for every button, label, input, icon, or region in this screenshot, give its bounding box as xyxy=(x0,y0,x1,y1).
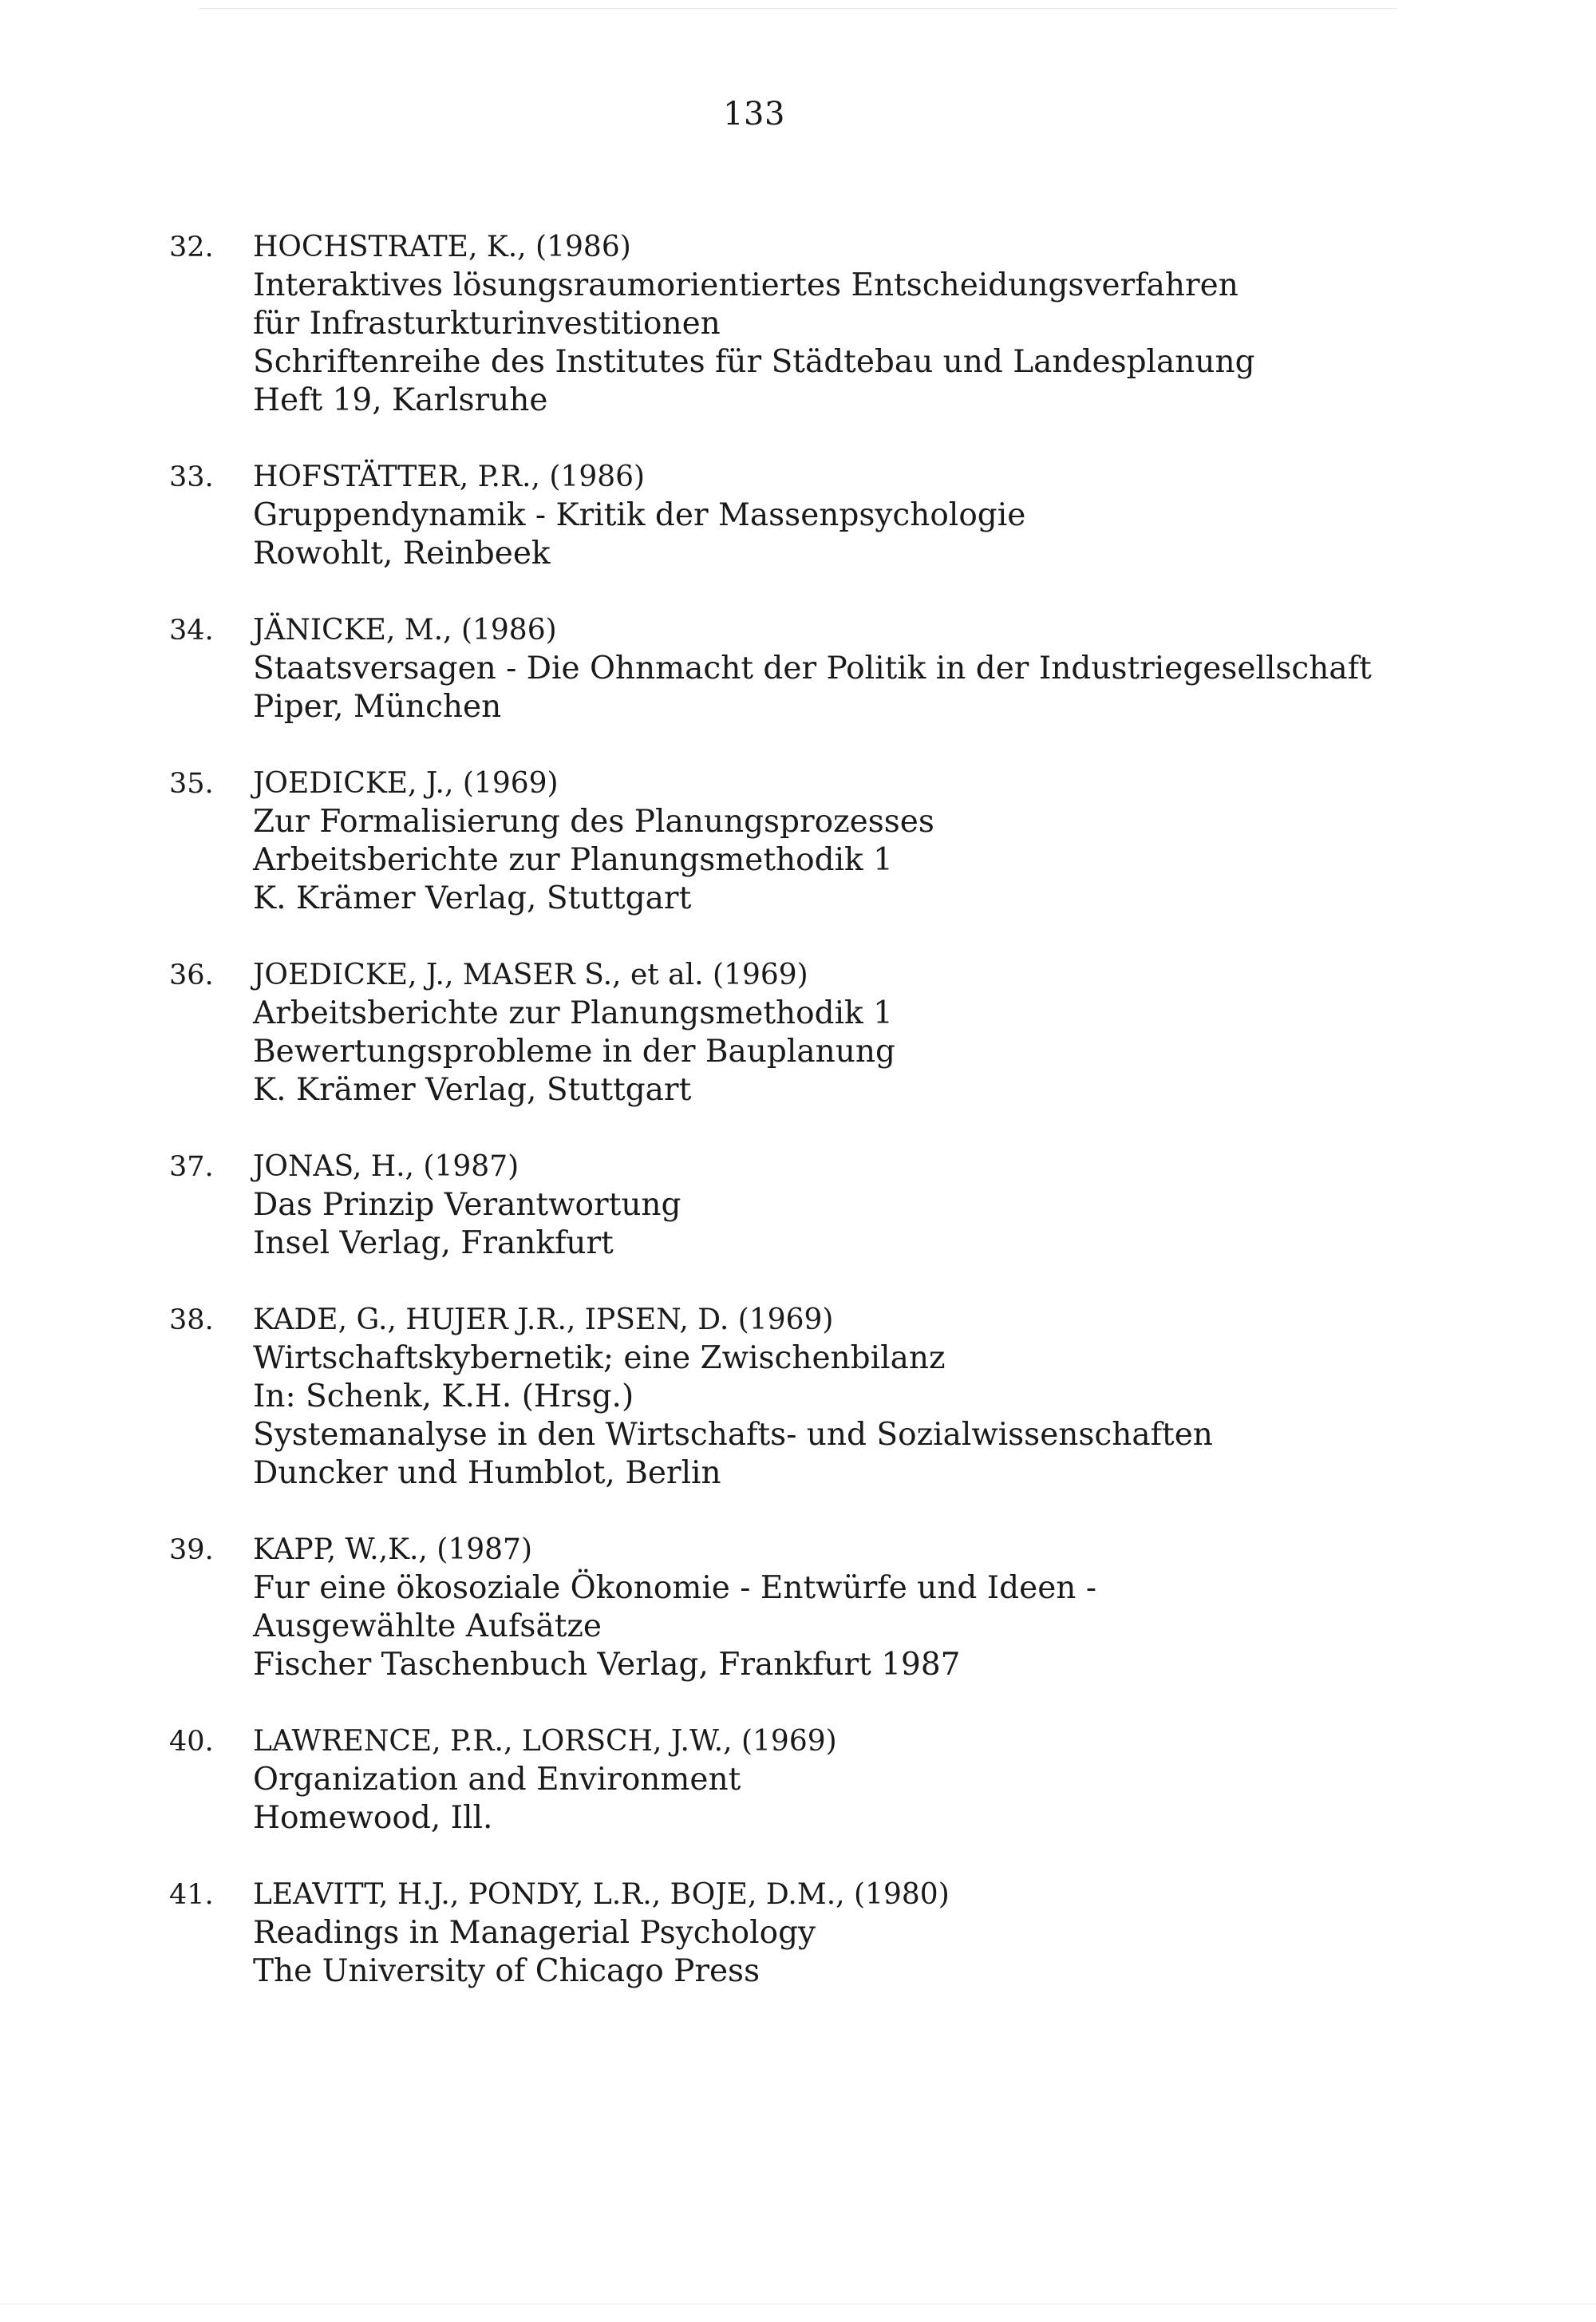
reference-line: Bewertungsprobleme in der Bauplanung xyxy=(253,1034,895,1070)
reference-entry xyxy=(169,765,1430,918)
reference-number: 32. xyxy=(169,231,214,263)
reference-entry xyxy=(169,1148,1430,1263)
reference-line: Piper, München xyxy=(253,689,502,725)
reference-line: Heft 19, Karlsruhe xyxy=(253,382,548,418)
reference-number: 33. xyxy=(169,461,214,493)
reference-author: KAPP, W.,K., (1987) xyxy=(253,1533,532,1566)
page-number: 133 xyxy=(723,96,785,133)
scan-edge-top xyxy=(200,8,1396,9)
reference-list xyxy=(169,228,1430,2029)
reference-line: Zur Formalisierung des Planungsprozesses xyxy=(253,804,934,840)
reference-line: Schriftenreihe des Institutes für Städtebau und Landesplanung xyxy=(253,344,1255,380)
reference-line: Gruppendynamik - Kritik der Massenpsychologie xyxy=(253,497,1026,533)
reference-author: JOEDICKE, J., (1969) xyxy=(253,767,559,800)
reference-author: JÄNICKE, M., (1986) xyxy=(253,614,557,647)
reference-line: Organization and Environment xyxy=(253,1762,741,1798)
reference-entry xyxy=(169,956,1430,1110)
reference-author: HOCHSTRATE, K., (1986) xyxy=(253,231,631,263)
reference-line: Das Prinzip Verantwortung xyxy=(253,1187,681,1223)
reference-number: 34. xyxy=(169,615,214,647)
reference-author: KADE, G., HUJER J.R., IPSEN, D. (1969) xyxy=(253,1303,834,1336)
reference-entry xyxy=(169,1723,1430,1837)
reference-number: 38. xyxy=(169,1304,214,1336)
reference-number: 35. xyxy=(169,768,214,800)
reference-author: LEAVITT, H.J., PONDY, L.R., BOJE, D.M., (1980) xyxy=(253,1878,950,1911)
reference-line: Duncker und Humblot, Berlin xyxy=(253,1455,721,1491)
reference-entry xyxy=(169,1531,1430,1684)
reference-line: The University of Chicago Press xyxy=(253,1953,760,1989)
reference-entry xyxy=(169,1301,1430,1493)
reference-line: Insel Verlag, Frankfurt xyxy=(253,1225,614,1261)
reference-line: Arbeitsberichte zur Planungsmethodik 1 xyxy=(253,995,893,1031)
reference-line: Fur eine ökosoziale Ökonomie - Entwürfe und Ideen - xyxy=(253,1570,1096,1606)
reference-line: Fischer Taschenbuch Verlag, Frankfurt 1987 xyxy=(253,1647,961,1683)
reference-line: Homewood, Ill. xyxy=(253,1800,493,1836)
reference-line: für Infrasturkturinvestitionen xyxy=(253,306,721,342)
reference-line: Ausgewählte Aufsätze xyxy=(253,1608,602,1644)
reference-entry xyxy=(169,458,1430,573)
reference-author: HOFSTÄTTER, P.R., (1986) xyxy=(253,461,646,493)
reference-line: Wirtschaftskybernetik; eine Zwischenbilanz xyxy=(253,1340,946,1376)
reference-line: In: Schenk, K.H. (Hrsg.) xyxy=(253,1379,634,1414)
reference-line: K. Krämer Verlag, Stuttgart xyxy=(253,1072,692,1108)
reference-entry xyxy=(169,228,1430,420)
reference-line: Arbeitsberichte zur Planungsmethodik 1 xyxy=(253,842,893,878)
reference-number: 37. xyxy=(169,1151,214,1183)
reference-number: 41. xyxy=(169,1879,214,1911)
reference-entry xyxy=(169,611,1430,726)
reference-line: Systemanalyse in den Wirtschafts- und Sozialwissenschaften xyxy=(253,1417,1213,1453)
reference-author: LAWRENCE, P.R., LORSCH, J.W., (1969) xyxy=(253,1725,837,1758)
reference-number: 40. xyxy=(169,1726,214,1758)
reference-line: Staatsversagen - Die Ohnmacht der Politik in der Industriegesellschaft xyxy=(253,651,1372,686)
reference-number: 36. xyxy=(169,959,214,991)
reference-author: JONAS, H., (1987) xyxy=(253,1150,519,1183)
reference-number: 39. xyxy=(169,1534,214,1566)
reference-line: Rowohlt, Reinbeek xyxy=(253,536,551,572)
reference-author: JOEDICKE, J., MASER S., et al. (1969) xyxy=(253,959,808,991)
reference-entry xyxy=(169,1876,1430,1991)
reference-line: K. Krämer Verlag, Stuttgart xyxy=(253,880,692,916)
reference-line: Interaktives lösungsraumorientiertes Entscheidungsverfahren xyxy=(253,267,1238,303)
reference-line: Readings in Managerial Psychology xyxy=(253,1915,816,1951)
